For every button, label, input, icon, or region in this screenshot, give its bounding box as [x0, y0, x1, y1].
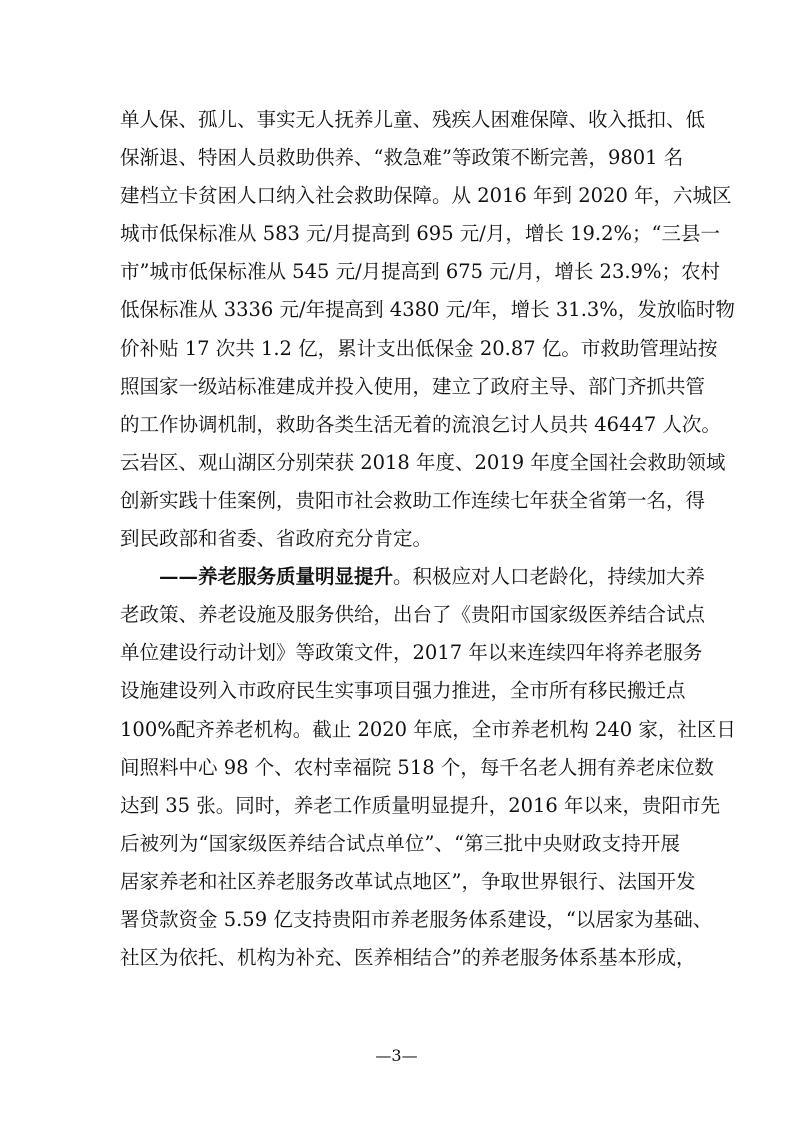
- text-line: 设施建设列入市政府民生实事项目强力推进，全市所有移民搬迁点: [120, 679, 686, 703]
- paragraph-elderly-care: [120, 558, 736, 977]
- text-line: 社区为依托、机构为补充、医养相结合”的养老服务体系基本形成，: [120, 946, 696, 970]
- text-line: 市”城市低保标准从 545 元/月提高到 675 元/月，增长 23.9%；农村: [120, 260, 720, 284]
- text-line: 间照料中心 98 个、农村幸福院 518 个，每千名老人拥有养老床位数: [120, 755, 714, 779]
- text-line: 云岩区、观山湖区分别荣获 2018 年度、2019 年度全国社会救助领域: [120, 450, 726, 474]
- body-text: [120, 101, 736, 977]
- paragraph-social-assistance: [120, 101, 735, 558]
- text-line: 老政策、养老设施及服务供给，出台了《贵阳市国家级医养结合试点: [120, 603, 706, 627]
- page-number: —3—: [375, 1046, 418, 1065]
- text-line: 创新实践十佳案例，贵阳市社会救助工作连续七年获全省第一名，得: [120, 488, 706, 512]
- text-line: 100%配齐养老机构。截止 2020 年底，全市养老机构 240 家，社区日: [120, 717, 736, 741]
- section-heading: ——养老服务质量明显提升: [159, 565, 394, 589]
- text-line: 价补贴 17 次共 1.2 亿，累计支出低保金 20.87 亿。市救助管理站按: [120, 336, 718, 360]
- paragraph-first-line: [120, 558, 706, 596]
- text-line: 单位建设行动计划》等政策文件，2017 年以来连续四年将养老服务: [120, 641, 703, 665]
- text-line: 保渐退、特困人员救助供养、“救急难”等政策不断完善，9801 名: [120, 146, 684, 170]
- text-line: 单人保、孤儿、事实无人抚养儿童、残疾人困难保障、收入抵扣、低: [120, 108, 706, 131]
- text-line: 低保标准从 3336 元/年提高到 4380 元/年，增长 31.3%，发放临时物: [120, 298, 735, 322]
- text-line: 达到 35 张。同时，养老工作质量明显提升，2016 年以来，贵阳市先: [120, 793, 721, 817]
- text-line: 照国家一级站标准建成并投入使用，建立了政府主导、部门齐抓共管: [120, 374, 706, 398]
- text-line: 到民政部和省委、省政府充分肯定。: [120, 527, 433, 551]
- text-fragment: 。积极应对人口老龄化，持续加大养: [393, 565, 706, 589]
- text-line: 城市低保标准从 583 元/月提高到 695 元/月，增长 19.2%；“三县一: [120, 222, 720, 246]
- text-line: 后被列为“国家级医养结合试点单位”、“第三批中央财政支持开展: [120, 831, 680, 855]
- text-line: 的工作协调机制，救助各类生活无着的流浪乞讨人员共 46447 人次。: [120, 412, 721, 436]
- text-line: 署贷款资金 5.59 亿支持贵阳市养老服务体系建设，“以居家为基础、: [120, 907, 713, 931]
- text-line: 居家养老和社区养老服务改革试点地区”，争取世界银行、法国开发: [120, 869, 696, 893]
- text-line: 建档立卡贫困人口纳入社会救助保障。从 2016 年到 2020 年，六城区: [120, 184, 732, 208]
